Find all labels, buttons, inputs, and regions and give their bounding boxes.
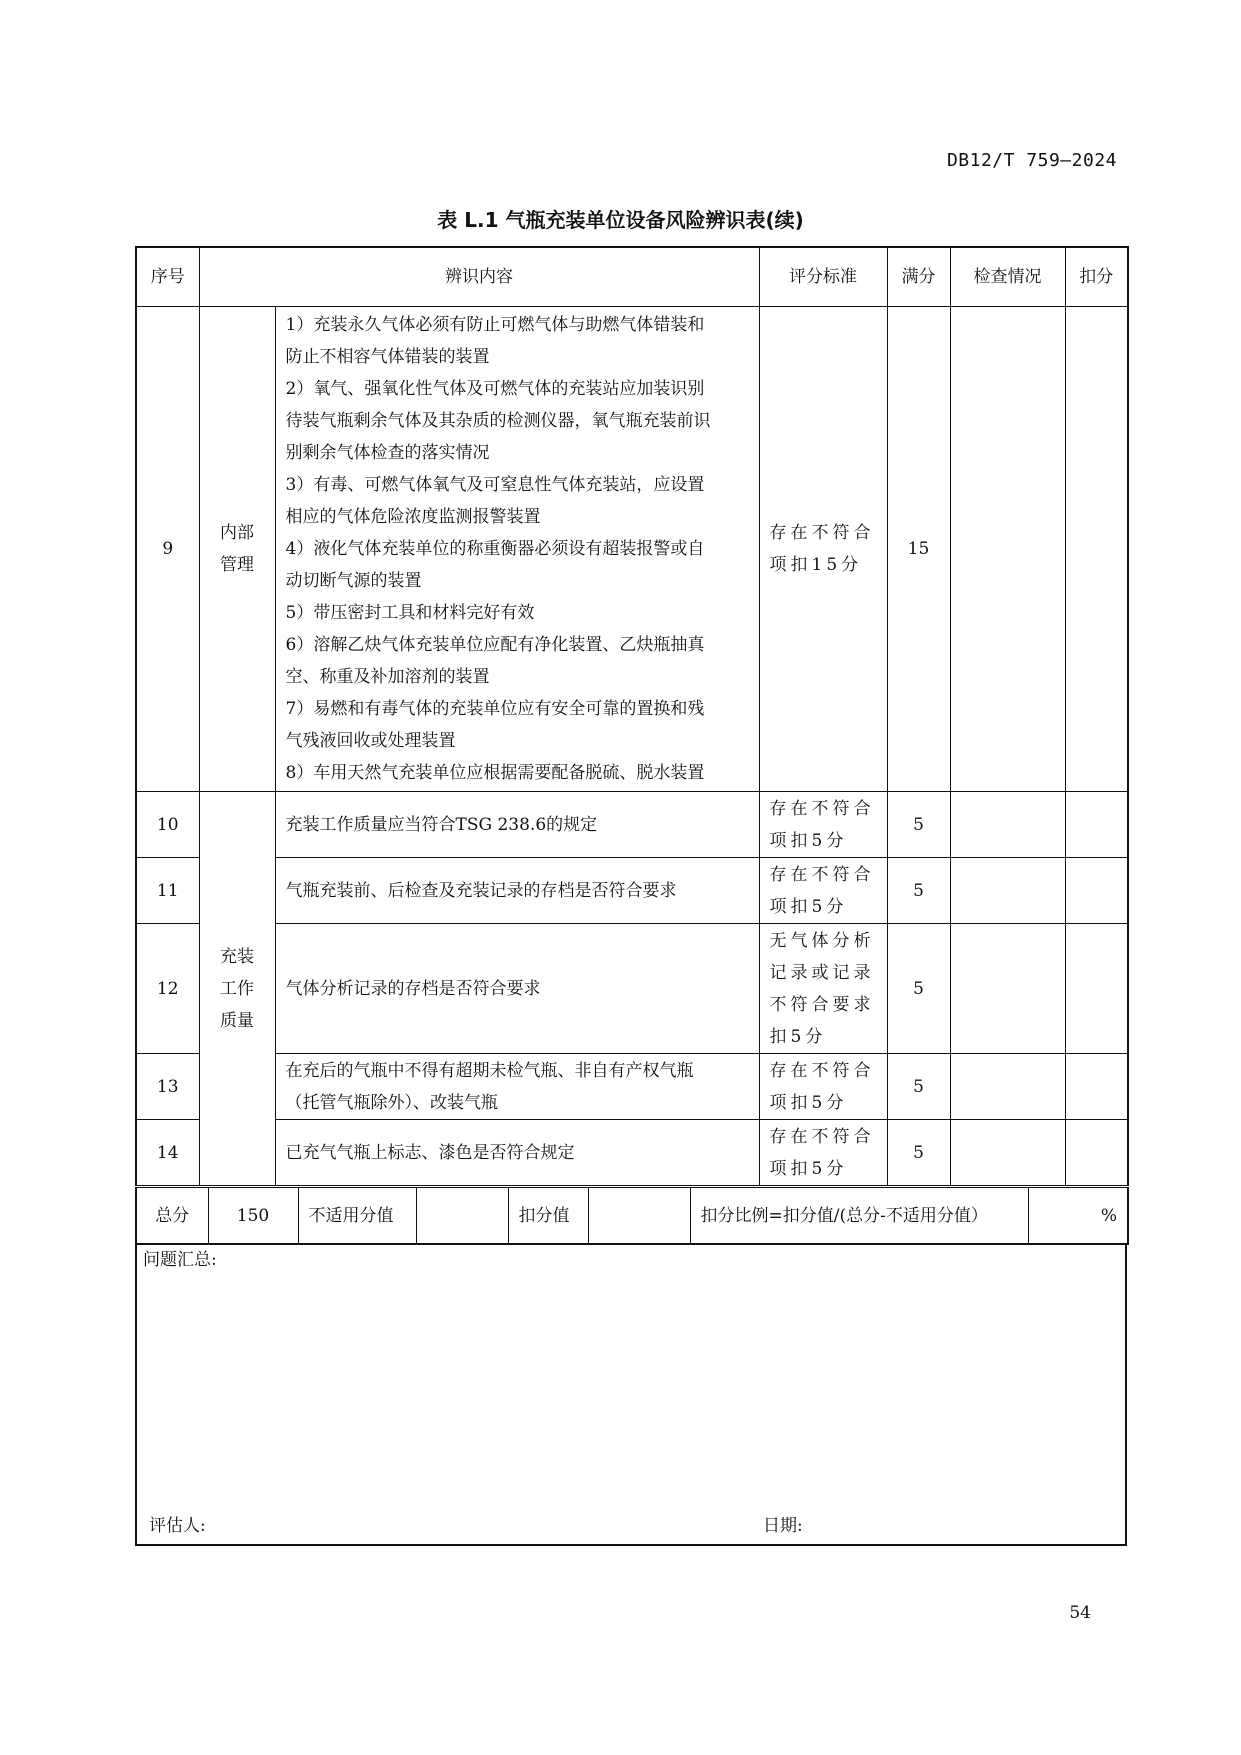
content-cell: 充装工作质量应当符合TSG 238.6的规定 bbox=[275, 792, 759, 858]
problems-summary-label: 问题汇总: bbox=[143, 1250, 217, 1270]
standard-line: 记录或记录 bbox=[769, 962, 875, 983]
row-number: 12 bbox=[136, 924, 199, 1054]
content-line: 气残液回收或处理装置 bbox=[285, 731, 456, 751]
total-score-label: 总分 bbox=[136, 1188, 208, 1245]
column-header-check-status: 检查情况 bbox=[950, 247, 1065, 307]
full-score-cell: 5 bbox=[887, 1120, 950, 1186]
category-cell bbox=[199, 307, 275, 792]
column-header-full-score: 满分 bbox=[887, 247, 950, 307]
deduction-label: 扣分值 bbox=[508, 1188, 588, 1245]
category-line: 质量 bbox=[220, 1010, 254, 1031]
table-row bbox=[136, 1054, 1128, 1120]
category-line: 内部 bbox=[220, 523, 254, 543]
total-score-value: 150 bbox=[208, 1188, 298, 1245]
column-header-standard: 评分标准 bbox=[759, 247, 887, 307]
deduction-cell[interactable] bbox=[1065, 858, 1128, 924]
standard-line: 项扣5分 bbox=[769, 1158, 848, 1179]
full-score-cell: 5 bbox=[887, 1054, 950, 1120]
check-status-cell[interactable] bbox=[950, 792, 1065, 858]
standard-line: 存在不符合 bbox=[769, 523, 875, 543]
standard-cell bbox=[759, 1120, 887, 1186]
standard-cell bbox=[759, 307, 887, 792]
risk-identification-table bbox=[135, 246, 1129, 1186]
category-line: 管理 bbox=[220, 555, 254, 575]
summary-row bbox=[136, 1188, 1128, 1245]
content-line: （托管气瓶除外）、改装气瓶 bbox=[285, 1092, 498, 1113]
standard-line: 存在不符合 bbox=[769, 1060, 875, 1081]
content-line: 6）溶解乙炔气体充装单位应配有净化装置、乙炔瓶抽真 bbox=[285, 635, 705, 655]
table-row bbox=[136, 1120, 1128, 1186]
page-number: 54 bbox=[1069, 1603, 1091, 1623]
assessor-label: 评估人: bbox=[149, 1516, 206, 1536]
deduction-ratio-value[interactable]: % bbox=[1028, 1188, 1128, 1245]
standard-line: 项扣15分 bbox=[769, 555, 863, 575]
standard-cell bbox=[759, 858, 887, 924]
content-line: 1）充装永久气体必须有防止可燃气体与助燃气体错装和 bbox=[285, 315, 705, 335]
category-line: 工作 bbox=[220, 978, 254, 999]
content-cell: 已充气气瓶上标志、漆色是否符合规定 bbox=[275, 1120, 759, 1186]
content-cell bbox=[275, 307, 759, 792]
check-status-cell[interactable] bbox=[950, 858, 1065, 924]
check-status-cell[interactable] bbox=[950, 924, 1065, 1054]
content-cell: 气瓶充装前、后检查及充装记录的存档是否符合要求 bbox=[275, 858, 759, 924]
check-status-cell[interactable] bbox=[950, 1054, 1065, 1120]
standard-line: 项扣5分 bbox=[769, 830, 848, 851]
standard-cell bbox=[759, 924, 887, 1054]
full-score-cell: 5 bbox=[887, 924, 950, 1054]
deduction-cell[interactable] bbox=[1065, 1120, 1128, 1186]
full-score-cell: 5 bbox=[887, 858, 950, 924]
column-header-deduction: 扣分 bbox=[1065, 247, 1128, 307]
table-row bbox=[136, 858, 1128, 924]
standard-cell bbox=[759, 1054, 887, 1120]
standard-line: 扣5分 bbox=[769, 1026, 827, 1047]
content-line: 2）氧气、强氧化性气体及可燃气体的充装站应加装识别 bbox=[285, 379, 705, 399]
content-line: 别剩余气体检查的落实情况 bbox=[285, 443, 490, 463]
content-line: 7）易燃和有毒气体的充装单位应有安全可靠的置换和残 bbox=[285, 699, 705, 719]
standard-line: 不符合要求 bbox=[769, 994, 875, 1015]
group-category-cell bbox=[199, 792, 275, 1186]
content-line: 在充后的气瓶中不得有超期未检气瓶、非自有产权气瓶 bbox=[285, 1060, 694, 1081]
notes-table bbox=[135, 1243, 1127, 1546]
deduction-cell[interactable] bbox=[1065, 307, 1128, 792]
row-number: 11 bbox=[136, 858, 199, 924]
standard-line: 存在不符合 bbox=[769, 864, 875, 885]
content-line: 待装气瓶剩余气体及其杂质的检测仪器，氧气瓶充装前识 bbox=[285, 411, 711, 431]
column-header-content: 辨识内容 bbox=[199, 247, 759, 307]
standard-cell bbox=[759, 792, 887, 858]
content-line: 3）有毒、可燃气体氧气及可窒息性气体充装站，应设置 bbox=[285, 475, 705, 495]
category-line: 充装 bbox=[220, 946, 254, 967]
check-status-cell[interactable] bbox=[950, 307, 1065, 792]
standard-line: 存在不符合 bbox=[769, 1126, 875, 1147]
standard-line: 项扣5分 bbox=[769, 896, 848, 917]
deduction-cell[interactable] bbox=[1065, 792, 1128, 858]
problems-summary-area[interactable] bbox=[136, 1244, 1126, 1546]
row-number: 10 bbox=[136, 792, 199, 858]
deduction-cell[interactable] bbox=[1065, 1054, 1128, 1120]
content-line: 空、称重及补加溶剂的装置 bbox=[285, 667, 490, 687]
summary-table bbox=[135, 1187, 1129, 1245]
table-title: 表 L.1 气瓶充装单位设备风险辨识表(续) bbox=[437, 208, 804, 232]
full-score-cell: 5 bbox=[887, 792, 950, 858]
row-number: 13 bbox=[136, 1054, 199, 1120]
content-line: 相应的气体危险浓度监测报警装置 bbox=[285, 507, 541, 527]
table-row bbox=[136, 924, 1128, 1054]
row-number: 9 bbox=[136, 307, 199, 792]
standard-line: 存在不符合 bbox=[769, 798, 875, 819]
standard-line: 无气体分析 bbox=[769, 930, 875, 951]
document-code: DB12/T 759—2024 bbox=[946, 150, 1117, 171]
content-line: 4）液化气体充装单位的称重衡器必须设有超装报警或自 bbox=[285, 539, 705, 559]
table-row bbox=[136, 307, 1128, 792]
content-line: 8）车用天然气充装单位应根据需要配备脱硫、脱水装置 bbox=[285, 763, 705, 783]
content-line: 动切断气源的装置 bbox=[285, 571, 422, 591]
date-label: 日期: bbox=[763, 1516, 803, 1536]
content-line: 5）带压密封工具和材料完好有效 bbox=[285, 603, 535, 623]
column-header-no: 序号 bbox=[136, 247, 199, 307]
content-cell: 气体分析记录的存档是否符合要求 bbox=[275, 924, 759, 1054]
standard-line: 项扣5分 bbox=[769, 1092, 848, 1113]
full-score-cell: 15 bbox=[887, 307, 950, 792]
not-applicable-label: 不适用分值 bbox=[298, 1188, 416, 1245]
content-cell bbox=[275, 1054, 759, 1120]
deduction-value[interactable] bbox=[588, 1188, 690, 1245]
not-applicable-value[interactable] bbox=[416, 1188, 508, 1245]
deduction-cell[interactable] bbox=[1065, 924, 1128, 1054]
deduction-ratio-label: 扣分比例=扣分值/(总分-不适用分值） bbox=[690, 1188, 1028, 1245]
table-row bbox=[136, 792, 1128, 858]
table-header-row bbox=[136, 247, 1128, 307]
content-line: 防止不相容气体错装的装置 bbox=[285, 347, 490, 367]
row-number: 14 bbox=[136, 1120, 199, 1186]
check-status-cell[interactable] bbox=[950, 1120, 1065, 1186]
